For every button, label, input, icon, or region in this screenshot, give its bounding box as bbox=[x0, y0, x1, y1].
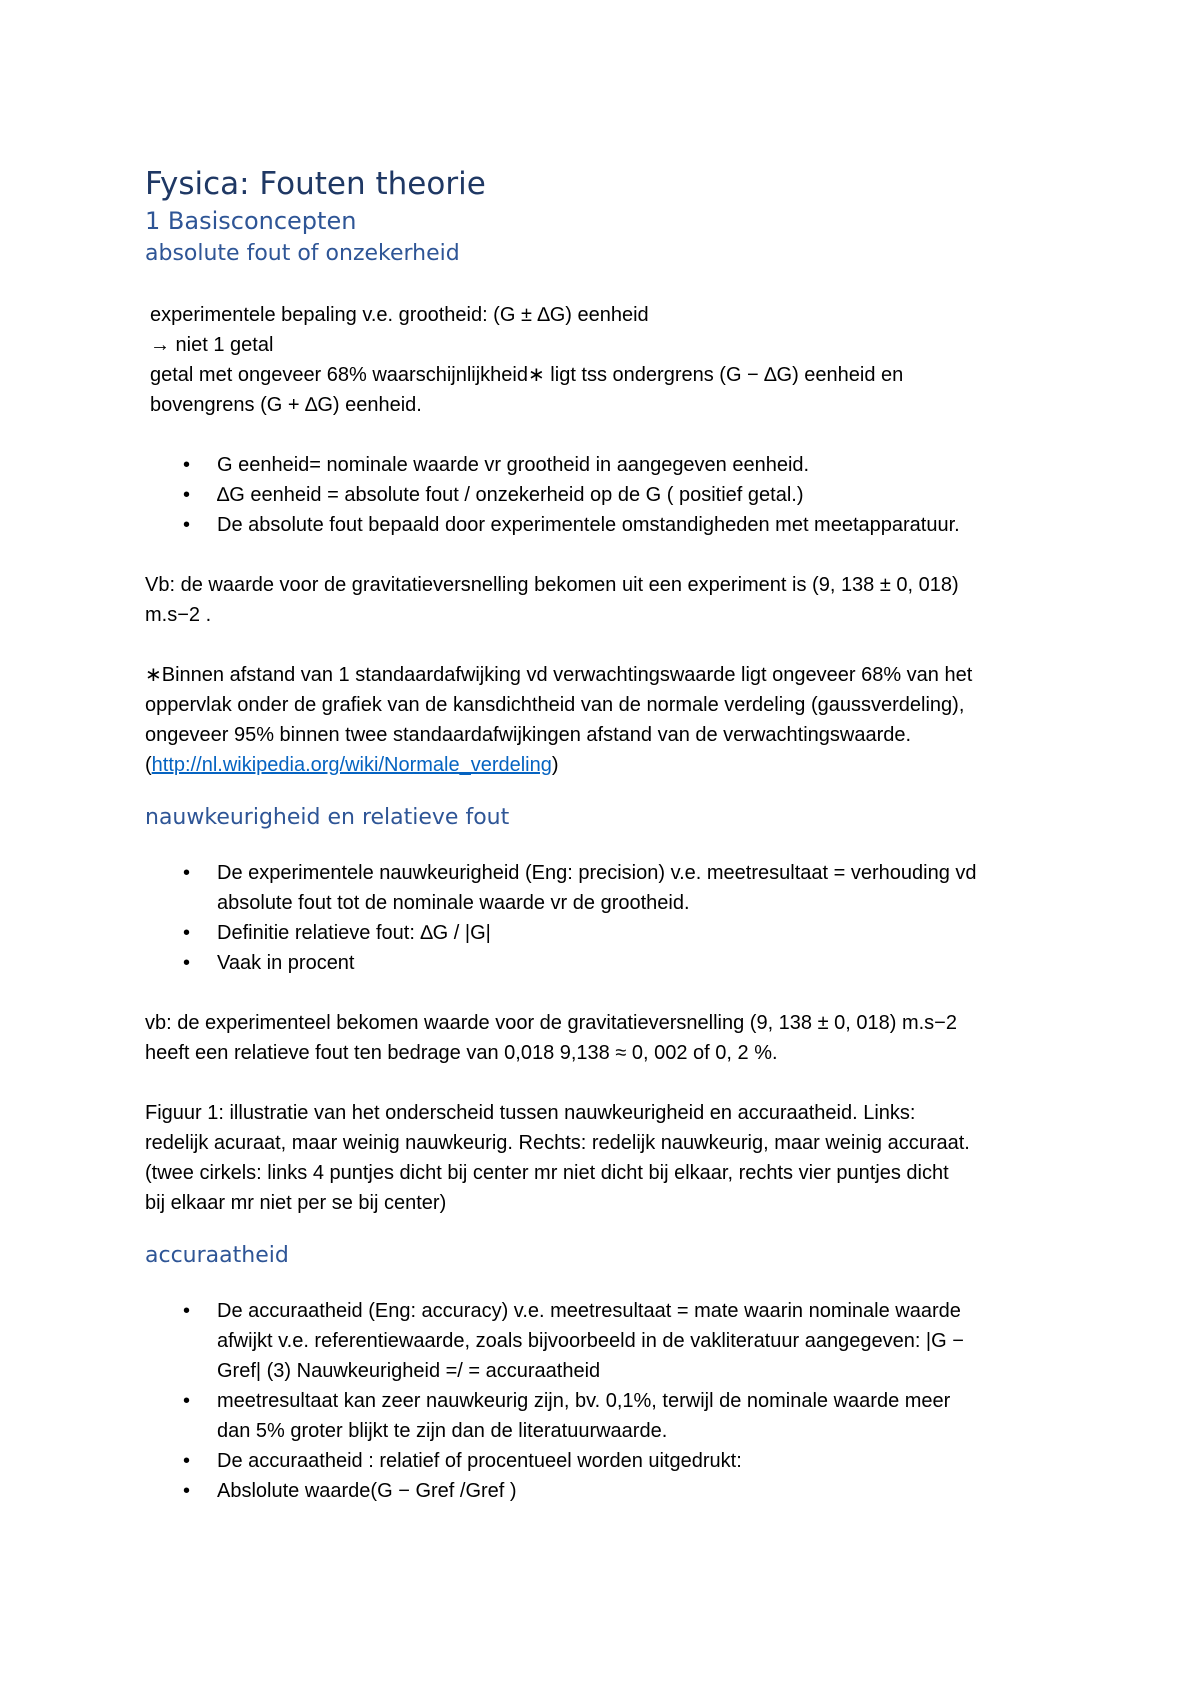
text-line: getal met ongeveer 68% waarschijnlijkheid∗ ligt tss ondergrens (G − ∆G) eenheid en bbox=[150, 364, 904, 386]
list-item-text: G eenheid= nominale waarde vr grootheid in aangegeven eenheid. bbox=[217, 454, 810, 476]
list-item bbox=[145, 918, 1075, 948]
bullet-icon: • bbox=[183, 922, 191, 944]
figure-caption-line: Figuur 1: illustratie van het onderscheid tussen nauwkeurigheid en accuraatheid. Links: bbox=[145, 1102, 916, 1124]
bullet-list bbox=[145, 858, 1075, 978]
document-title: Fysica: Fouten theorie bbox=[145, 166, 486, 202]
text-line: bovengrens (G + ∆G) eenheid. bbox=[150, 394, 422, 416]
list-item-text: meetresultaat kan zeer nauwkeurig zijn, bv. 0,1%, terwijl de nominale waarde meer bbox=[217, 1390, 951, 1412]
example-line: heeft een relatieve fout ten bedrage van 0,018 9,138 ≈ 0, 002 of 0, 2 %. bbox=[145, 1042, 778, 1064]
bullet-icon: • bbox=[183, 454, 191, 476]
spacer bbox=[145, 978, 1075, 1008]
bullet-list bbox=[145, 1296, 1075, 1506]
list-item bbox=[145, 450, 1075, 480]
footnote-line: ongeveer 95% binnen twee standaardafwijkingen afstand van de verwachtingswaarde. bbox=[145, 724, 912, 746]
section-heading: 1 Basisconcepten bbox=[145, 207, 357, 235]
spacer bbox=[145, 780, 1075, 802]
subsection-heading-absolute-fout: absolute fout of onzekerheid bbox=[145, 241, 460, 266]
bullet-icon: • bbox=[183, 1450, 191, 1472]
spacer bbox=[145, 270, 1075, 300]
list-item-text: Vaak in procent bbox=[217, 952, 355, 974]
spacer bbox=[145, 1218, 1075, 1240]
list-item-text: afwijkt v.e. referentiewaarde, zoals bijvoorbeeld in de vakliteratuur aangegeven: |G − bbox=[217, 1330, 964, 1352]
footnote-link-line bbox=[145, 750, 1075, 780]
list-item-text: De experimentele nauwkeurigheid (Eng: precision) v.e. meetresultaat = verhouding vd bbox=[217, 862, 977, 884]
spacer bbox=[145, 540, 1075, 570]
paren-close: ) bbox=[551, 754, 559, 776]
footnote-line: oppervlak onder de grafiek van de kansdichtheid van de normale verdeling (gaussverdeling), bbox=[145, 694, 965, 716]
spacer bbox=[145, 1068, 1075, 1098]
bullet-icon: • bbox=[183, 1480, 191, 1502]
figure-caption-line: bij elkaar mr niet per se bij center) bbox=[145, 1192, 447, 1214]
spacer bbox=[145, 420, 1075, 450]
definition-block bbox=[145, 300, 1075, 420]
spacer bbox=[145, 1272, 1075, 1296]
list-item-text: Gref| (3) Nauwkeurigheid =/ = accuraatheid bbox=[217, 1360, 601, 1382]
bullet-list bbox=[145, 450, 1075, 540]
bullet-icon: • bbox=[183, 514, 191, 536]
wikipedia-link[interactable]: http://nl.wikipedia.org/wiki/Normale_verdeling bbox=[151, 754, 552, 776]
spacer bbox=[145, 630, 1075, 660]
bullet-icon: • bbox=[183, 862, 191, 884]
text-line: experimentele bepaling v.e. grootheid: (G ± ∆G) eenheid bbox=[150, 304, 649, 326]
list-item bbox=[145, 1446, 1075, 1476]
list-item-text: Definitie relatieve fout: ∆G / |G| bbox=[217, 922, 491, 944]
figure-caption-line: redelijk acuraat, maar weinig nauwkeurig. Rechts: redelijk nauwkeurig, maar weinig accuraat. bbox=[145, 1132, 970, 1154]
text-line: → niet 1 getal bbox=[150, 334, 274, 356]
list-item-text: De accuraatheid : relatief of procentueel worden uitgedrukt: bbox=[217, 1450, 742, 1472]
list-item bbox=[145, 1476, 1075, 1506]
subsection-heading-accuraatheid: accuraatheid bbox=[145, 1243, 289, 1268]
bullet-icon: • bbox=[183, 484, 191, 506]
bullet-icon: • bbox=[183, 1390, 191, 1412]
list-item-text: absolute fout tot de nominale waarde vr de grootheid. bbox=[217, 892, 690, 914]
figure-caption-line: (twee cirkels: links 4 puntjes dicht bij center mr niet dicht bij elkaar, rechts vier puntjes dicht bbox=[145, 1162, 949, 1184]
bullet-icon: • bbox=[183, 1300, 191, 1322]
example-line: vb: de experimenteel bekomen waarde voor de gravitatieversnelling (9, 138 ± 0, 018) m.s−2 bbox=[145, 1012, 957, 1034]
subsection-heading-nauwkeurigheid: nauwkeurigheid en relatieve fout bbox=[145, 805, 510, 830]
document-content bbox=[145, 164, 1075, 1506]
list-item bbox=[145, 480, 1075, 510]
footnote-line: ∗Binnen afstand van 1 standaardafwijking vd verwachtingswaarde ligt ongeveer 68% van het bbox=[145, 664, 973, 686]
list-item-text: dan 5% groter blijkt te zijn dan de literatuurwaarde. bbox=[217, 1420, 668, 1442]
list-item bbox=[145, 1296, 1075, 1386]
spacer bbox=[145, 834, 1075, 858]
paren-open: ( bbox=[145, 754, 152, 776]
bullet-icon: • bbox=[183, 952, 191, 974]
list-item bbox=[145, 948, 1075, 978]
list-item-text: De accuraatheid (Eng: accuracy) v.e. meetresultaat = mate waarin nominale waarde bbox=[217, 1300, 961, 1322]
list-item-text: De absolute fout bepaald door experimentele omstandigheden met meetapparatuur. bbox=[217, 514, 960, 536]
list-item bbox=[145, 858, 1075, 918]
list-item bbox=[145, 510, 1075, 540]
example-line: m.s−2 . bbox=[145, 604, 212, 626]
list-item-text: Abslolute waarde(G − Gref /Gref ) bbox=[217, 1480, 517, 1502]
list-item-text: ∆G eenheid = absolute fout / onzekerheid op de G ( positief getal.) bbox=[217, 484, 804, 506]
example-line: Vb: de waarde voor de gravitatieversnelling bekomen uit een experiment is (9, 138 ± 0, 018) bbox=[145, 574, 959, 596]
list-item bbox=[145, 1386, 1075, 1446]
